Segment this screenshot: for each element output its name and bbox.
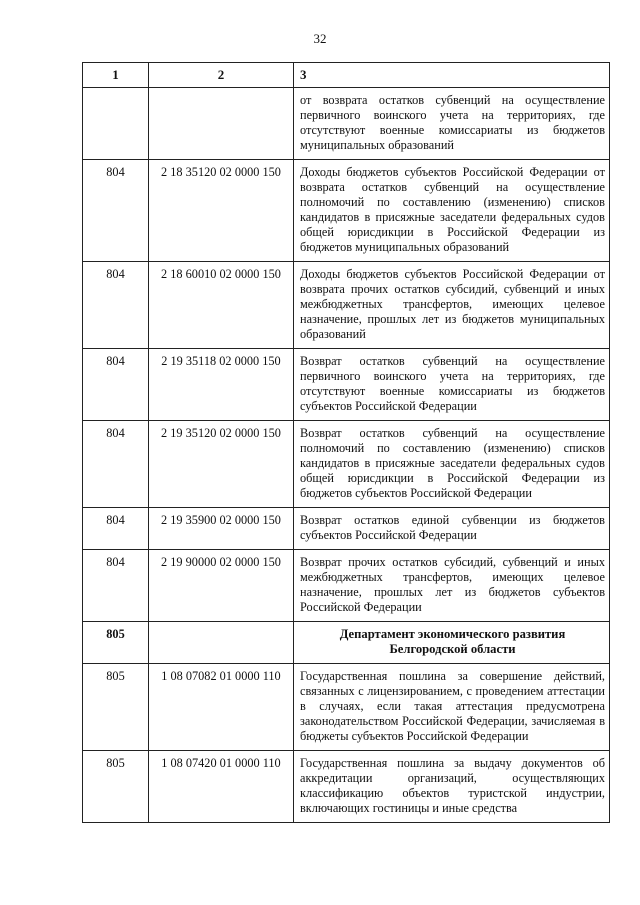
table-row <box>83 349 610 421</box>
budget-code-cell: 2 18 35120 02 0000 150 <box>149 160 294 262</box>
budget-code-cell: 2 19 90000 02 0000 150 <box>149 550 294 622</box>
description-cell: Возврат прочих остатков субсидий, субвенций и иных межбюджетных трансфертов, имеющих целевое назначение, прошлых лет из бюджетов субъектов Российской Федерации <box>294 550 610 622</box>
table-row <box>83 550 610 622</box>
admin-code-cell: 804 <box>83 508 149 550</box>
description-cell: Доходы бюджетов субъектов Российской Федерации от возврата остатков субвенций на осуществление полномочий по составлению (изменению) списков кандидатов в присяжные заседатели федеральных судов общей юрисдикции в Российской Федерации из бюджетов муниципальных образований <box>294 160 610 262</box>
header-col-3: 3 <box>294 63 610 88</box>
table-row <box>83 262 610 349</box>
description-cell: Возврат остатков субвенций на осуществление первичного воинского учета на территориях, где отсутствуют военные комиссариаты из бюджетов субъектов Российской Федерации <box>294 349 610 421</box>
description-cell: Доходы бюджетов субъектов Российской Федерации от возврата прочих остатков субсидий, субвенций и иных межбюджетных трансфертов, имеющих целевое назначение, прошлых лет из бюджетов муниципальных образований <box>294 262 610 349</box>
table-row <box>83 508 610 550</box>
budget-code-cell: 2 19 35900 02 0000 150 <box>149 508 294 550</box>
table-row <box>83 160 610 262</box>
budget-code-cell: 2 18 60010 02 0000 150 <box>149 262 294 349</box>
table-row <box>83 88 610 160</box>
budget-code-cell <box>149 88 294 160</box>
description-cell: от возврата остатков субвенций на осуществление первичного воинского учета на территориях, где отсутствуют военные комиссариаты из бюджетов муниципальных образований <box>294 88 610 160</box>
description-cell: Департамент экономического развития Белгородской области <box>294 622 610 664</box>
header-col-2: 2 <box>149 63 294 88</box>
budget-code-cell: 2 19 35120 02 0000 150 <box>149 421 294 508</box>
department-row <box>83 622 610 664</box>
budget-code-cell: 2 19 35118 02 0000 150 <box>149 349 294 421</box>
admin-code-cell: 805 <box>83 622 149 664</box>
table-header-row <box>83 63 610 88</box>
description-cell: Возврат остатков субвенций на осуществление полномочий по составлению (изменению) списков кандидатов в присяжные заседатели федеральных судов общей юрисдикции в Российской Федерации из бюджетов субъектов Российской Федерации <box>294 421 610 508</box>
admin-code-cell: 805 <box>83 664 149 751</box>
table-row <box>83 751 610 823</box>
budget-code-cell: 1 08 07420 01 0000 110 <box>149 751 294 823</box>
description-cell: Возврат остатков единой субвенции из бюджетов субъектов Российской Федерации <box>294 508 610 550</box>
table-row <box>83 421 610 508</box>
admin-code-cell: 804 <box>83 262 149 349</box>
admin-code-cell: 805 <box>83 751 149 823</box>
description-cell: Государственная пошлина за совершение действий, связанных с лицензированием, с проведением аттестации в случаях, если такая аттестация предусмотрена законодательством Российской Федерации, зачисляемая в бюджеты субъектов Российской Федерации <box>294 664 610 751</box>
table-row <box>83 664 610 751</box>
admin-code-cell: 804 <box>83 550 149 622</box>
budget-code-cell: 1 08 07082 01 0000 110 <box>149 664 294 751</box>
admin-code-cell: 804 <box>83 421 149 508</box>
admin-code-cell <box>83 88 149 160</box>
admin-code-cell: 804 <box>83 160 149 262</box>
budget-code-cell <box>149 622 294 664</box>
description-cell: Государственная пошлина за выдачу документов об аккредитации организаций, осуществляющих классификацию объектов туристской индустрии, включающих гостиницы и иные средства <box>294 751 610 823</box>
budget-classification-table <box>82 62 610 823</box>
page-number: 32 <box>313 31 327 46</box>
admin-code-cell: 804 <box>83 349 149 421</box>
header-col-1: 1 <box>83 63 149 88</box>
